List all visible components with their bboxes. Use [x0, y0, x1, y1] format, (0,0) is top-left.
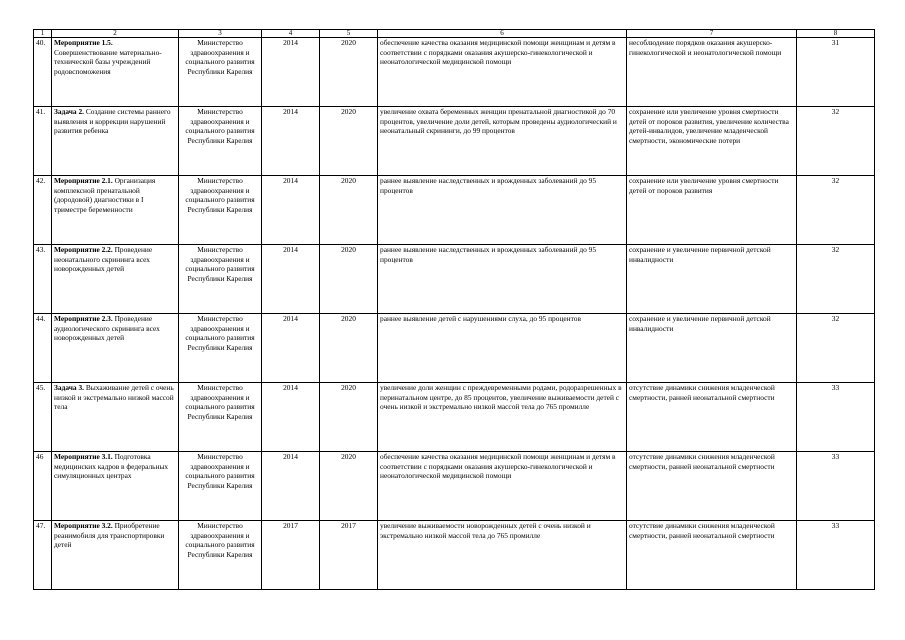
start-year-cell: 2014 [262, 245, 320, 314]
consequence-cell: сохранение и увеличение первичной детской инвалидности [627, 314, 797, 383]
executor-cell: Министерство здравоохранения и социального развития Республики Карелия [179, 38, 262, 107]
executor-cell: Министерство здравоохранения и социального развития Республики Карелия [179, 314, 262, 383]
measure-text: Проведение аудиологического скрининга всех новорожденных детей [54, 314, 160, 343]
indicator-cell: 32 [797, 107, 875, 176]
executor-cell: Министерство здравоохранения и социального развития Республики Карелия [179, 107, 262, 176]
executor-cell: Министерство здравоохранения и социального развития Республики Карелия [179, 383, 262, 452]
start-year-cell: 2014 [262, 38, 320, 107]
measure-text: Выхаживание детей с очень низкой и экстремально низкой массой тела [54, 383, 174, 412]
measure-text: Приобретение реанимобиля для транспортировки детей [54, 521, 165, 550]
indicator-cell: 31 [797, 38, 875, 107]
expected-result-cell: раннее выявление наследственных и врожденных заболеваний до 95 процентов [378, 176, 627, 245]
column-number: 6 [378, 30, 627, 38]
table-row [34, 521, 875, 590]
measure-text: Создание системы раннего выявления и коррекции нарушений развития ребенка [54, 107, 171, 136]
indicator-cell: 32 [797, 176, 875, 245]
consequence-cell: отсутствие динамики снижения младенческой смертности, ранней неонатальной смертности [627, 452, 797, 521]
end-year-cell: 2020 [320, 176, 378, 245]
measure-cell [52, 314, 179, 383]
indicator-cell: 32 [797, 314, 875, 383]
measure-label: Мероприятие 3.1. [54, 452, 113, 461]
table-row [34, 38, 875, 107]
measure-text: Совершенствование материально-технической базы учреждений родовспоможения [54, 47, 162, 76]
column-number: 3 [179, 30, 262, 38]
consequence-cell: сохранение и увеличение первичной детской инвалидности [627, 245, 797, 314]
measure-cell [52, 176, 179, 245]
executor-cell: Министерство здравоохранения и социального развития Республики Карелия [179, 245, 262, 314]
row-number: 45. [34, 383, 52, 452]
end-year-cell: 2020 [320, 314, 378, 383]
measure-cell [52, 38, 179, 107]
table-row [34, 314, 875, 383]
start-year-cell: 2014 [262, 176, 320, 245]
column-number: 4 [262, 30, 320, 38]
column-number: 1 [34, 30, 52, 38]
table-row [34, 452, 875, 521]
column-number: 7 [627, 30, 797, 38]
table-row [34, 176, 875, 245]
measure-cell [52, 521, 179, 590]
expected-result-cell: увеличение доли женщин с преждевременными родами, родоразрешенных в перинатальном центре, до 85 процентов, увеличение выживаемости детей с очень низкой и экстремально низкой массой тела до 765 промилле [378, 383, 627, 452]
measure-label: Мероприятие 1.5. [54, 38, 113, 47]
row-number: 43. [34, 245, 52, 314]
measures-table [33, 29, 875, 590]
column-number: 5 [320, 30, 378, 38]
table-row [34, 383, 875, 452]
start-year-cell: 2017 [262, 521, 320, 590]
end-year-cell: 2017 [320, 521, 378, 590]
table-row [34, 107, 875, 176]
end-year-cell: 2020 [320, 107, 378, 176]
consequence-cell: сохранение или увеличение уровня смертности детей от пороков развития, увеличение количества детей-инвалидов, увеличение младенческой смертности, экономические потери [627, 107, 797, 176]
indicator-cell: 33 [797, 521, 875, 590]
indicator-cell: 32 [797, 245, 875, 314]
expected-result-cell: раннее выявление наследственных и врожденных заболеваний до 95 процентов [378, 245, 627, 314]
start-year-cell: 2014 [262, 383, 320, 452]
executor-cell: Министерство здравоохранения и социального развития Республики Карелия [179, 452, 262, 521]
end-year-cell: 2020 [320, 245, 378, 314]
column-number: 2 [52, 30, 179, 38]
end-year-cell: 2020 [320, 383, 378, 452]
measure-label: Мероприятие 2.1. [54, 176, 113, 185]
start-year-cell: 2014 [262, 314, 320, 383]
consequence-cell: несоблюдение порядков оказания акушерско-гинекологической и неонатологической помощи [627, 38, 797, 107]
row-number: 47. [34, 521, 52, 590]
measure-label: Мероприятие 3.2. [54, 521, 113, 530]
executor-cell: Министерство здравоохранения и социального развития Республики Карелия [179, 176, 262, 245]
measure-label: Мероприятие 2.2. [54, 245, 113, 254]
row-number: 41. [34, 107, 52, 176]
row-number: 46 [34, 452, 52, 521]
start-year-cell: 2014 [262, 452, 320, 521]
measure-cell [52, 107, 179, 176]
measure-label: Задача 2. [54, 107, 84, 116]
executor-cell: Министерство здравоохранения и социального развития Республики Карелия [179, 521, 262, 590]
measure-text: Организация комплексной пренатальной (дородовой) диагностики в I триместре беременности [54, 176, 156, 214]
consequence-cell: отсутствие динамики снижения младенческой смертности, ранней неонатальной смертности [627, 383, 797, 452]
consequence-cell: отсутствие динамики снижения младенческой смертности, ранней неонатальной смертности [627, 521, 797, 590]
measure-label: Задача 3. [54, 383, 84, 392]
expected-result-cell: увеличение выживаемости новорожденных детей с очень низкой и экстремально низкой массой тела до 765 промилле [378, 521, 627, 590]
table-row [34, 245, 875, 314]
row-number: 42. [34, 176, 52, 245]
expected-result-cell: раннее выявление детей с нарушениями слуха, до 95 процентов [378, 314, 627, 383]
start-year-cell: 2014 [262, 107, 320, 176]
row-number: 40. [34, 38, 52, 107]
measure-cell [52, 245, 179, 314]
measure-text: Проведение неонатального скрининга всех новорожденных детей [54, 245, 153, 274]
end-year-cell: 2020 [320, 38, 378, 107]
measure-text: Подготовка медицинских кадров в федеральных симуляционных центрах [54, 452, 169, 481]
consequence-cell: сохранение или увеличение уровня смертности детей от пороков развития [627, 176, 797, 245]
expected-result-cell: увеличение охвата беременных женщин пренатальной диагностикой до 70 процентов, увеличение доли детей, которым проведены аудиологический и неонатальный скрининги, до 99 процентов [378, 107, 627, 176]
expected-result-cell: обеспечение качества оказания медицинской помощи женщинам и детям в соответствии с порядками оказания акушерско-гинекологической и неонатологической медицинской помощи [378, 452, 627, 521]
measure-cell [52, 383, 179, 452]
indicator-cell: 33 [797, 383, 875, 452]
expected-result-cell: обеспечение качества оказания медицинской помощи женщинам и детям в соответствии с порядками оказания акушерско-гинекологической и неонатологической медицинской помощи [378, 38, 627, 107]
end-year-cell: 2020 [320, 452, 378, 521]
column-number: 8 [797, 30, 875, 38]
row-number: 44. [34, 314, 52, 383]
column-number-row [34, 30, 875, 38]
indicator-cell: 33 [797, 452, 875, 521]
measure-cell [52, 452, 179, 521]
measure-label: Мероприятие 2.3. [54, 314, 113, 323]
